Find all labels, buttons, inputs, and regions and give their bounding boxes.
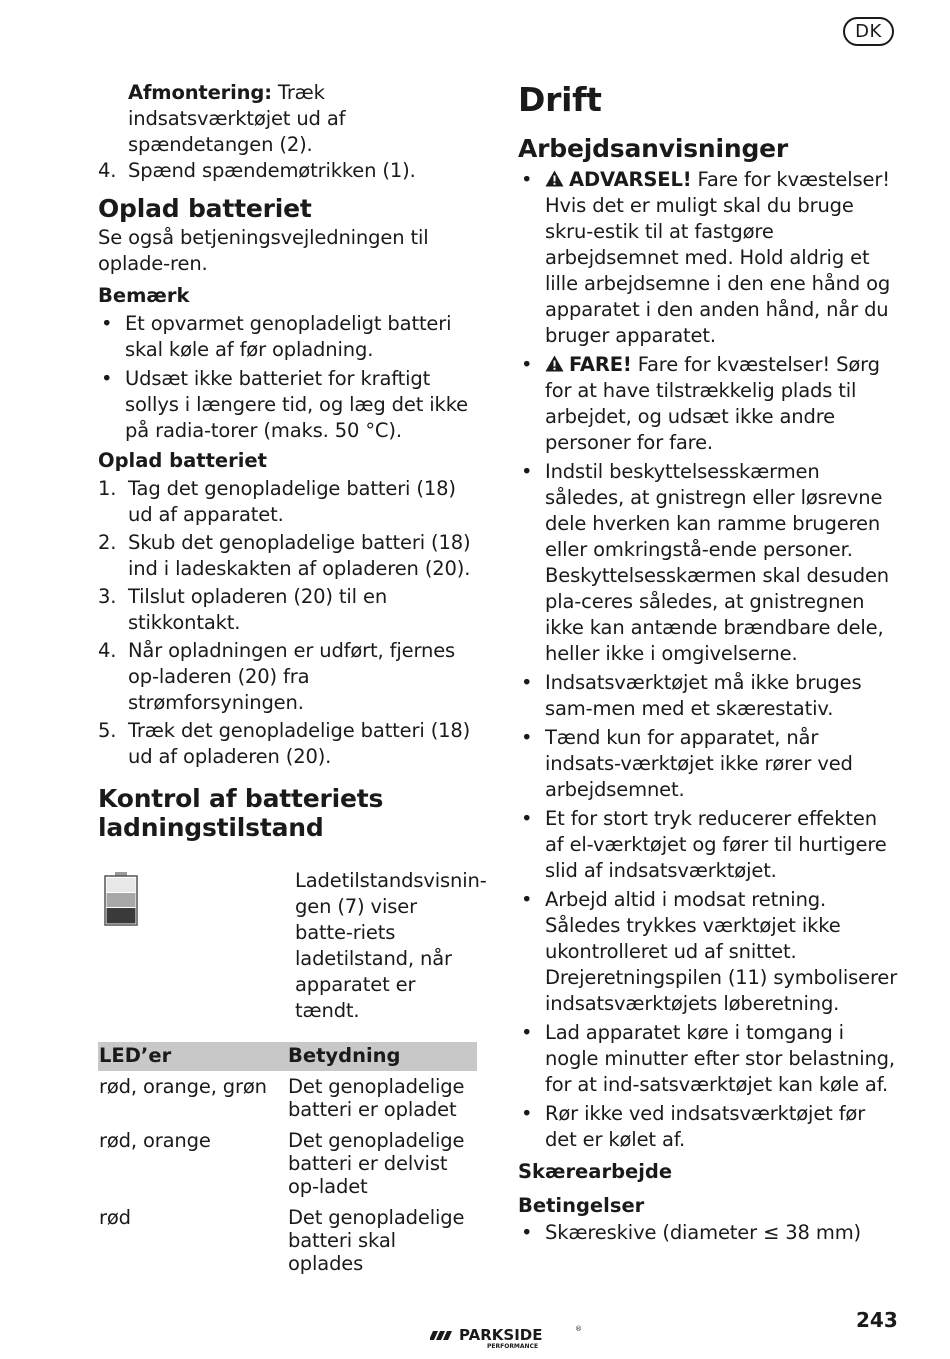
- instruction-item: • Indsatsværktøjet må ikke bruges sam-men med et skærestativ.: [518, 670, 900, 722]
- charge-status-heading: [98, 784, 480, 842]
- table-cell: rød, orange: [99, 1129, 211, 1152]
- registered-mark: ®: [575, 1325, 582, 1333]
- table-cell: Det genopladelige batteri er delvist op-ladet: [288, 1129, 465, 1198]
- charge-step: [98, 584, 480, 636]
- step-4: [98, 158, 480, 184]
- instruction-text: • Indstil beskyttelsesskærmen således, at gnistregn eller løsrevne dele hverken kan ramme brugeren eller omkringstå-ende personer.: [545, 460, 883, 561]
- page-number: 243: [856, 1308, 898, 1332]
- warning-item: [518, 167, 900, 349]
- step-text: Tag det genopladelige batteri (18) ud af apparatet.: [128, 477, 456, 526]
- danger-label: FARE!: [569, 353, 632, 376]
- battery-description: Ladetilstandsvisnin-gen (7) viser batte-riets ladetilstand, når apparatet er tændt.: [295, 869, 487, 1022]
- work-instructions-heading: Arbejdsanvisninger: [518, 134, 789, 163]
- brand-name: PARKSIDE: [459, 1326, 543, 1344]
- warning-triangle-icon: [545, 355, 564, 372]
- charge-battery-heading: Oplad batteriet: [98, 194, 312, 223]
- step-text: Når opladningen er udført, fjernes op-laderen (20) fra strømforsyningen.: [128, 639, 456, 714]
- step-number: 4.: [98, 639, 117, 662]
- danger-text: Fare for kvæstelser! Sørg for at have tilstrækkelig plads til arbejdet, og udsæt ikke andre personer for fare.: [545, 353, 880, 454]
- instruction-item: • Tænd kun for apparatet, når indsats-værktøjet ikke rører ved arbejdsemnet.: [518, 725, 900, 803]
- charge-step: [98, 476, 480, 528]
- step-text: Tilslut opladeren (20) til en stikkontakt.: [128, 585, 388, 634]
- step-number: 2.: [98, 531, 117, 554]
- column-header: Betydning: [287, 1042, 477, 1071]
- condition-item: • Skæreskive (diameter ≤ 38 mm): [518, 1220, 900, 1246]
- charge-step: [98, 530, 480, 582]
- heading-line: Kontrol af batteriets: [98, 784, 384, 813]
- instruction-item: • Rør ikke ved indsatsværktøjet før det er kølet af.: [518, 1101, 900, 1153]
- table-cell: rød, orange, grøn: [99, 1075, 267, 1098]
- instruction-text: Drejeretningspilen (11) symboliserer indsatsværktøjets løberetning.: [545, 966, 898, 1015]
- led-table: [98, 1042, 477, 1279]
- instruction-item: • Lad apparatet køre i tomgang i nogle minutter efter stor belastning, for at ind-satsværktøjet kan køle af.: [518, 1020, 900, 1098]
- section-title: Drift: [518, 80, 602, 119]
- table-row: [98, 1071, 477, 1125]
- step-text: Træk det genopladelige batteri (18) ud af opladeren (20).: [128, 719, 471, 768]
- step-number: 3.: [98, 585, 117, 608]
- table-cell: rød: [99, 1206, 131, 1229]
- step-number: 5.: [98, 719, 117, 742]
- note-item: • Et opvarmet genopladeligt batteri skal køle af før opladning.: [98, 311, 480, 363]
- cutting-heading: Skærearbejde: [518, 1160, 673, 1183]
- step-text: Skub det genopladelige batteri (18) ind i ladeskakten af opladeren (20).: [128, 531, 471, 580]
- charge-step: [98, 718, 480, 770]
- warning-triangle-icon: [545, 170, 564, 187]
- language-badge: DK: [843, 17, 894, 46]
- warning-text: Fare for kvæstelser! Hvis det er muligt skal du bruge skru-estik til at fastgøre arbejdsemnet med. Hold aldrig et lille arbejdsemne i den ene hånd og apparatet i den anden hånd, når du bruger apparatet.: [545, 168, 891, 347]
- charge-intro: Se også betjeningsvejledningen til oplade-ren.: [98, 226, 429, 275]
- danger-item: [518, 352, 900, 456]
- heading-line: ladningstilstand: [98, 813, 324, 842]
- note-item: • Udsæt ikke batteriet for kraftigt sollys i længere tid, og læg det ikke på radia-torer (maks. 50 °C).: [98, 366, 480, 444]
- note-heading: Bemærk: [98, 284, 190, 307]
- table-row: [98, 1125, 477, 1202]
- table-header-row: [98, 1042, 477, 1071]
- dismount-text: Træk indsatsværktøjet ud af spændetangen (2).: [128, 81, 346, 156]
- brand-sub: PERFORMANCE: [487, 1343, 539, 1350]
- table-cell: Det genopladelige batteri skal oplades: [288, 1206, 465, 1275]
- charge-step: [98, 638, 480, 716]
- table-cell: Det genopladelige batteri er opladet: [288, 1075, 465, 1121]
- warning-label: ADVARSEL!: [569, 168, 692, 191]
- parkside-logo: [430, 1316, 590, 1350]
- instruction-item: • Et for stort tryk reducerer effekten af el-værktøjet og fører til hurtigere slid af indsatsværktøjet.: [518, 806, 900, 884]
- column-header: LED’er: [98, 1042, 287, 1071]
- right-column: [518, 80, 900, 1249]
- step-number: 4.: [98, 159, 117, 182]
- instruction-text: • Arbejd altid i modsat retning. Således trykkes værktøjet ikke ukontrolleret ud af snittet.: [545, 888, 841, 963]
- instruction-item: [518, 887, 900, 1017]
- dismount-label: Afmontering:: [128, 81, 272, 104]
- step-text: Spænd spændemøtrikken (1).: [128, 159, 416, 182]
- left-column: [98, 80, 487, 1279]
- instruction-item: [518, 459, 900, 667]
- table-row: [98, 1202, 477, 1279]
- battery-indicator-block: [98, 868, 487, 1022]
- instruction-text: Beskyttelsesskærmen skal desuden pla-ceres således, at gnistregnen ikke kan antænde brændbare dele, heller ikke i omgivelserne.: [545, 564, 890, 665]
- step-3-continued: [98, 80, 480, 158]
- charge-battery-subheading: Oplad batteriet: [98, 449, 267, 472]
- conditions-heading: Betingelser: [518, 1194, 645, 1217]
- battery-level-icon: [104, 872, 138, 926]
- step-number: 1.: [98, 477, 117, 500]
